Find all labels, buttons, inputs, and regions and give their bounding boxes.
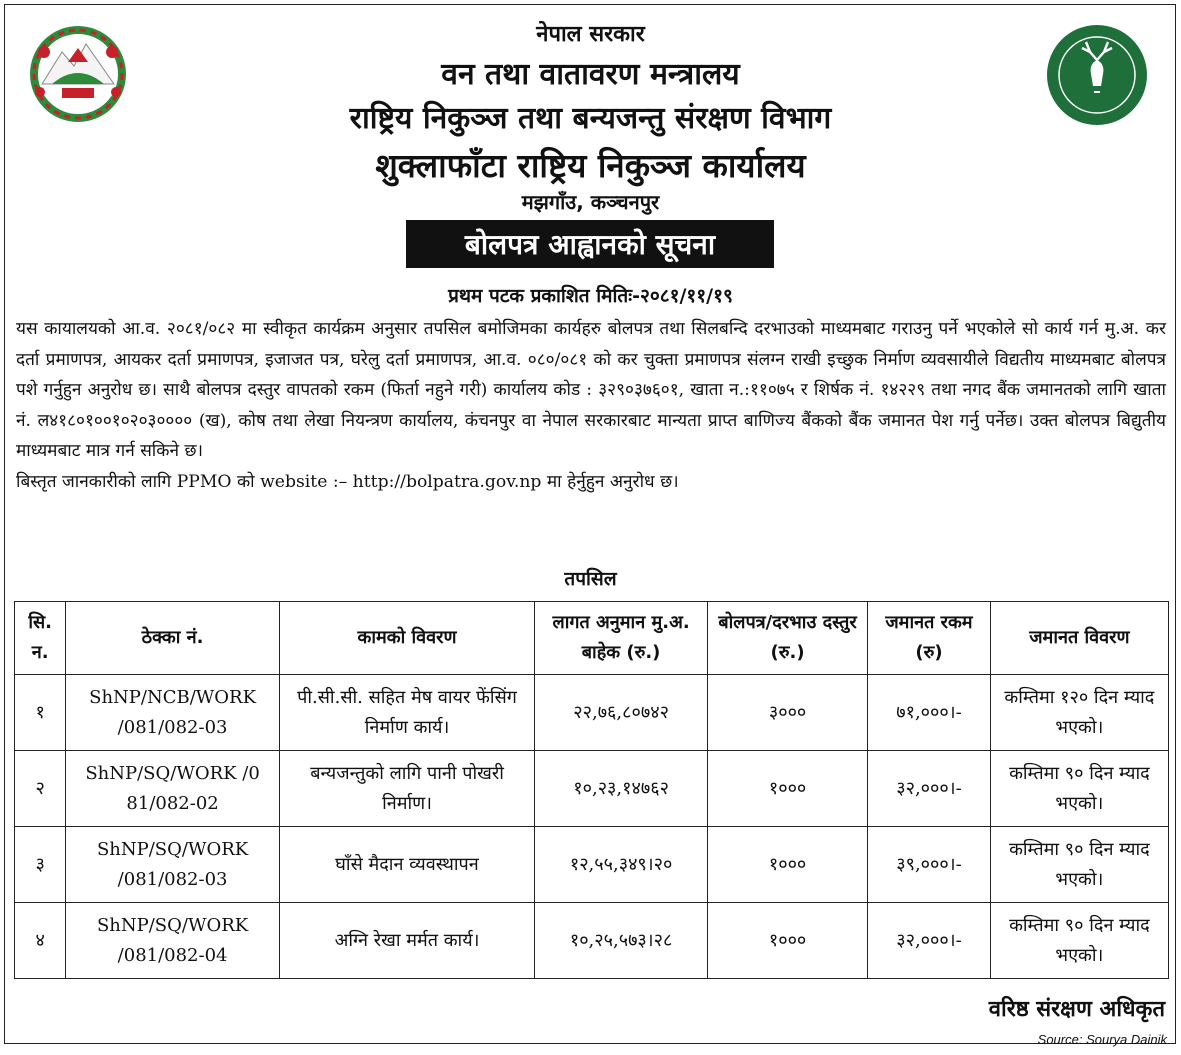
cell-guarantee-amount: ३२,०००।- (868, 903, 991, 979)
header-contract-no: ठेक्का नं. (66, 602, 280, 675)
cell-fee: ३००० (708, 675, 868, 751)
source-credit: Source: Sourya Dainik (1037, 1032, 1167, 1047)
header-description: कामको विवरण (279, 602, 534, 675)
works-table (14, 601, 1169, 979)
cell-estimate: १२,५५,३४९।२० (535, 827, 708, 903)
cell-contract-no: ShNP/NCB/WORK /081/082-03 (66, 675, 280, 751)
header-fee: बोलपत्र/दरभाउ दस्तुर (रु.) (708, 602, 868, 675)
cell-guarantee-detail: कम्तिमा ९० दिन म्याद भएको। (990, 827, 1168, 903)
cell-fee: १००० (708, 751, 868, 827)
cell-guarantee-amount: ७१,०००।- (868, 675, 991, 751)
cell-guarantee-amount: ३९,०००।- (868, 827, 991, 903)
cell-description: बन्यजन्तुको लागि पानी पोखरी निर्माण। (279, 751, 534, 827)
table-header-row (15, 602, 1169, 675)
header-address: मझगाँउ, कञ्चनपुर (521, 190, 660, 214)
cell-estimate: १०,२५,५७३।२८ (535, 903, 708, 979)
publish-date: प्रथम पटक प्रकाशित मितिः-२०८१/११/१९ (448, 285, 733, 307)
cell-estimate: २२,७६,८०७४२ (535, 675, 708, 751)
body-paragraph-website: बिस्तृत जानकारीको लागि PPMO को website :– http://bolpatra.gov.np मा हेर्नुहुन अनुरोध छ। (16, 471, 679, 492)
header-government: नेपाल सरकार (536, 22, 645, 47)
table-row (15, 675, 1169, 751)
cell-description: अग्नि रेखा मर्मत कार्य। (279, 903, 534, 979)
table-row (15, 827, 1169, 903)
cell-estimate: १०,२३,१४७६२ (535, 751, 708, 827)
header-department: राष्ट्रिय निकुञ्ज तथा बन्यजन्तु संरक्षण विभाग (349, 101, 832, 136)
cell-guarantee-amount: ३२,०००।- (868, 751, 991, 827)
cell-description: घाँसे मैदान व्यवस्थापन (279, 827, 534, 903)
body-paragraph: यस कायालयको आ.व. २०८१/०८२ मा स्वीकृत कार्यक्रम अनुसार तपसिल बमोजिमका कार्यहरु बोलपत्र तथा सिलबन्दि दरभाउको माध्यमबाट गराउनु पर्ने भएकोले सो कार्य गर्न मु.अ. कर दर्ता प्रमाणपत्र, आयकर दर्ता प्रमाणपत्र, इजाजत पत्र, घरेलु दर्ता प्रमाणपत्र, आ.व. ०८०/०८१ को कर चुक्ता प्रमाणपत्र संलग्न राखी इच्छुक निर्माण व्यवसायीले विद्यतीय माध्यमबाट बोलपत्र पशे गर्नुहुन अनुरोध छ। साथै बोलपत्र दस्तुर वापतको रकम (फिर्ता नहुने गरी) कार्यालय कोड : ३२९०३७६०१, खाता न.:११०७५ र शिर्षक नं. १४२२९ तथा नगद बैंक जमानतको लागि खाता नं. ल४१८०१००१०२०३०००० (ख), कोष तथा लेखा नियन्त्रण कार्यालय, कंचनपुर वा नेपाल सरकारबाट मान्यता प्राप्त बाणिज्य बैंकको बैंक जमानत पेश गर्नु पर्नेछ। उक्त बोलपत्र बिद्युतीय माध्यमबाट मात्र गर्न सकिने छ। (16, 319, 1166, 462)
table-row (15, 751, 1169, 827)
cell-contract-no: ShNP/SQ/WORK /0 81/082-02 (66, 751, 280, 827)
cell-sn: १ (15, 675, 66, 751)
cell-guarantee-detail: कम्तिमा ९० दिन म्याद भएको। (990, 903, 1168, 979)
header-guarantee-detail: जमानत विवरण (990, 602, 1168, 675)
cell-contract-no: ShNP/SQ/WORK /081/082-03 (66, 827, 280, 903)
cell-sn: ४ (15, 903, 66, 979)
cell-guarantee-detail: कम्तिमा १२० दिन म्याद भएको। (990, 675, 1168, 751)
cell-sn: २ (15, 751, 66, 827)
table-caption: तपसिल (564, 568, 617, 590)
header-ministry: वन तथा वातावरण मन्त्रालय (441, 57, 740, 92)
header-guarantee-amount: जमानत रकम (रु) (868, 602, 991, 675)
cell-fee: १००० (708, 827, 868, 903)
header-office: शुक्लाफाँटा राष्ट्रिय निकुञ्ज कार्यालय (375, 146, 806, 185)
notice-title-banner: बोलपत्र आह्वानको सूचना (406, 220, 774, 268)
header-estimate: लागत अनुमान मु.अ. बाहेक (रु.) (535, 602, 708, 675)
cell-description: पी.सी.सी. सहित मेष वायर फेंसिंग निर्माण कार्य। (279, 675, 534, 751)
notice-body (16, 314, 1166, 498)
table-row (15, 903, 1169, 979)
header-sn: सि. न. (15, 602, 66, 675)
cell-sn: ३ (15, 827, 66, 903)
signature-title: वरिष्ठ संरक्षण अधिकृत (988, 997, 1165, 1022)
cell-contract-no: ShNP/SQ/WORK /081/082-04 (66, 903, 280, 979)
cell-fee: १००० (708, 903, 868, 979)
cell-guarantee-detail: कम्तिमा ९० दिन म्याद भएको। (990, 751, 1168, 827)
